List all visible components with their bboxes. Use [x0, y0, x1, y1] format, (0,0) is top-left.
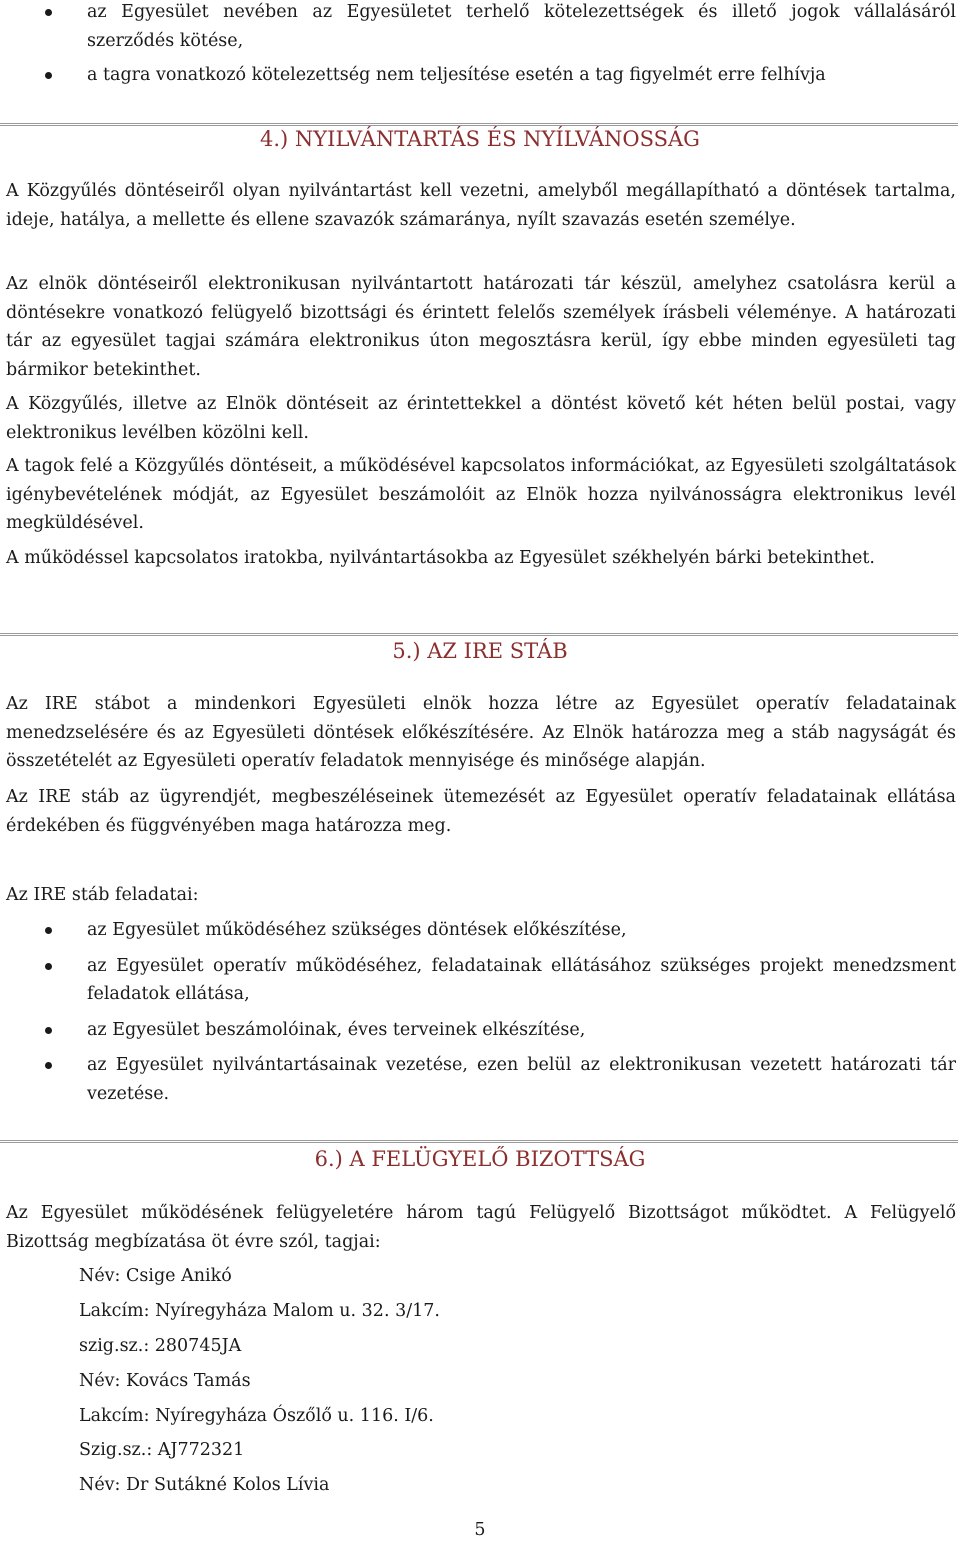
- tasks-list: [0, 916, 960, 1108]
- section5-paragraph: Az IRE stáb az ügyrendjét, megbeszéléseinek ütemezését az Egyesület operatív feladatainak ellátása érdekében és függvényében maga határozza meg.: [6, 787, 956, 836]
- bullet-icon: [45, 72, 52, 79]
- section-heading-4: 4.) NYILVÁNTARTÁS ÉS NYÍLVÁNOSSÁG: [260, 127, 700, 151]
- section4-paragraph: A Közgyűlés, illetve az Elnök döntéseit az érintettekkel a döntést követő két héten belül postai, vagy elektronikus levélben közölni kell.: [6, 394, 956, 443]
- section6-intro: Az Egyesület működésének felügyeletére három tagú Felügyelő Bizottságot működtet. A Felügyelő Bizottság megbízatása öt évre szól, tagjai:: [6, 1203, 956, 1252]
- section4-paragraph: A működéssel kapcsolatos iratokba, nyilvántartásokba az Egyesület székhelyén bárki betekinthet.: [6, 548, 875, 568]
- list-item: [0, 1051, 960, 1108]
- list-item: [0, 1016, 960, 1045]
- section4-paragraph: Az elnök döntéseiről elektronikusan nyilvántartott határozati tár készül, amelyhez csatolásra kerül a döntésekre vonatkozó felügyelő bizottsági és érintett felelős személyek írásbeli véleménye. A határozati tár az egyesület tagjai számára elektronikus úton megosztásra kerül, így ebbe minden egyesületi tag bármikor betekinthet.: [6, 274, 956, 380]
- bullet-icon: [45, 927, 52, 934]
- list-item-text: a tagra vonatkozó kötelezettség nem teljesítése esetén a tag figyelmét erre felhívja: [87, 65, 826, 85]
- section-heading-6: 6.) A FELÜGYELŐ BIZOTTSÁG: [314, 1147, 646, 1171]
- member-address: Lakcím: Nyíregyháza Ószőlő u. 116. I/6.: [79, 1406, 434, 1426]
- list-item-text: az Egyesület operatív működéséhez, feladatainak ellátásához szükséges projekt menedzsment feladatok ellátása,: [87, 955, 956, 1004]
- list-item-text: az Egyesület működéséhez szükséges döntések előkészítése,: [87, 920, 627, 940]
- bullet-icon: [45, 1062, 52, 1069]
- list-item: [0, 61, 960, 90]
- list-item: [0, 952, 960, 1009]
- member-name: Név: Csige Anikó: [79, 1266, 232, 1286]
- tasks-label: Az IRE stáb feladatai:: [6, 885, 199, 905]
- bullet-icon: [45, 9, 52, 16]
- list-item-text: az Egyesület nyilvántartásainak vezetése, ezen belül az elektronikusan vezetett határozati tár vezetése.: [87, 1055, 956, 1104]
- list-item: [0, 0, 960, 55]
- member-address: Lakcím: Nyíregyháza Malom u. 32. 3/17.: [79, 1301, 440, 1321]
- section5-paragraph: Az IRE stábot a mindenkori Egyesületi elnök hozza létre az Egyesület operatív feladatainak menedzselésére és az Egyesületi döntések előkészítésére. Az Elnök határozza meg a stáb nagyságát és összetételét az Egyesületi operatív feladatok mennyisége és minősége alapján.: [6, 694, 956, 771]
- member-id-number: Szig.sz.: AJ772321: [79, 1440, 245, 1460]
- member-name: Név: Kovács Tamás: [79, 1371, 251, 1391]
- page-number: 5: [474, 1520, 486, 1540]
- list-item-text: az Egyesület nevében az Egyesületet terhelő kötelezettségek és illető jogok vállalásáról szerződés kötése,: [87, 2, 956, 51]
- member-name: Név: Dr Sutákné Kolos Lívia: [79, 1475, 330, 1495]
- section4-paragraph: A Közgyűlés döntéseiről olyan nyilvántartást kell vezetni, amelyből megállapítható a döntések tartalma, ideje, hatálya, a mellette és ellene szavazók számaránya, nyílt szavazás esetén személye.: [6, 181, 956, 230]
- list-item-text: az Egyesület beszámolóinak, éves terveinek elkészítése,: [87, 1019, 586, 1040]
- section-heading-5: 5.) AZ IRE STÁB: [392, 639, 568, 663]
- section4-paragraph: A tagok felé a Közgyűlés döntéseit, a működésével kapcsolatos információkat, az Egyesületi szolgáltatások igénybevételének módját, az Egyesület beszámolóit az Elnök hozza nyilvánosságra elektronikus levél megküldésével.: [6, 456, 956, 533]
- top-bullet-list: [0, 0, 960, 90]
- list-item: [0, 916, 960, 945]
- section-divider: [0, 1140, 958, 1143]
- bullet-icon: [45, 963, 52, 970]
- member-id-number: szig.sz.: 280745JA: [79, 1336, 242, 1356]
- bullet-icon: [45, 1027, 52, 1034]
